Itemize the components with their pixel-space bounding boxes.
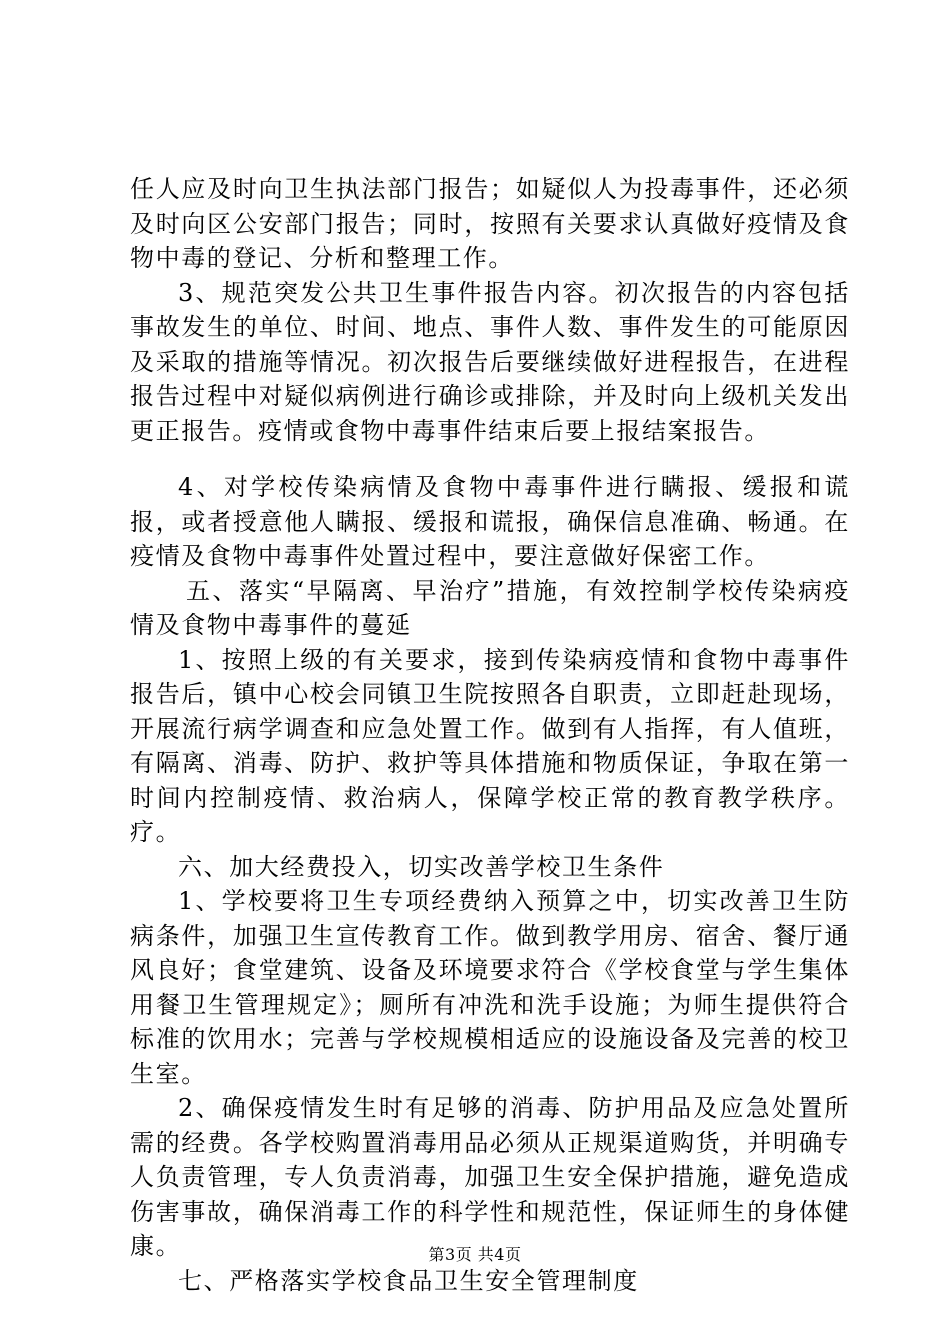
paragraph-no-concealment: 4、对学校传染病情及食物中毒事件进行瞒报、缓报和谎报，或者授意他人瞒报、缓报和谎报，确保信息准确、畅通。在疫情及食物中毒事件处置过程中，要注意做好保密工作。 xyxy=(130,473,850,570)
paragraph-report-content: 3、规范突发公共卫生事件报告内容。初次报告的内容包括事故发生的单位、时间、地点、事件人数、事件发生的可能原因及采取的措施等情况。初次报告后要继续做好进程报告，在进程报告过程中对疑似病例进行确诊或排除，并及时向上级机关发出更正报告。疫情或食物中毒事件结束后要上报结案报告。 xyxy=(130,278,850,445)
paragraph-emergency-response: 1、按照上级的有关要求，接到传染病疫情和食物中毒事件报告后，镇中心校会同镇卫生院按照各自职责，立即赶赴现场，开展流行病学调查和应急处置工作。做到有人指挥，有人值班，有隔离、消毒、防护、救护等具体措施和物质保证，争取在第一时间内控制疫情、救治病人，保障学校正常的教育教学秩序。疗。 xyxy=(130,645,850,846)
section-heading-five: 五、落实“早隔离、早治疗”措施，有效控制学校传染病疫情及食物中毒事件的蔓延 xyxy=(130,576,850,639)
paragraph-disinfection-supplies: 2、确保疫情发生时有足够的消毒、防护用品及应急处置所需的经费。各学校购置消毒用品必须从正规渠道购货，并明确专人负责管理，专人负责消毒，加强卫生安全保护措施，避免造成伤害事故，确保消毒工作的科学性和规范性，保证师生的身体健康。 xyxy=(130,1094,850,1260)
section-heading-seven: 七、严格落实学校食品卫生安全管理制度 xyxy=(178,1266,639,1295)
paragraph-funding: 1、学校要将卫生专项经费纳入预算之中，切实改善卫生防病条件，加强卫生宣传教育工作。做到教学用房、宿舍、餐厅通风良好；食堂建筑、设备及环境要求符合《学校食堂与学生集体用餐卫生管理规定》；厕所有冲洗和洗手设施；为师生提供符合标准的饮用水；完善与学校规模相适应的设施设备及完善的校卫生室。 xyxy=(130,887,850,1088)
page-number-footer: 第3页 共4页 xyxy=(428,1245,522,1264)
document-body xyxy=(130,172,850,1298)
paragraph-continuation: 任人应及时向卫生执法部门报告；如疑似人为投毒事件，还必须及时向区公安部门报告；同时，按照有关要求认真做好疫情及食物中毒的登记、分析和整理工作。 xyxy=(130,175,850,272)
section-heading-six: 六、加大经费投入，切实改善学校卫生条件 xyxy=(178,852,665,881)
